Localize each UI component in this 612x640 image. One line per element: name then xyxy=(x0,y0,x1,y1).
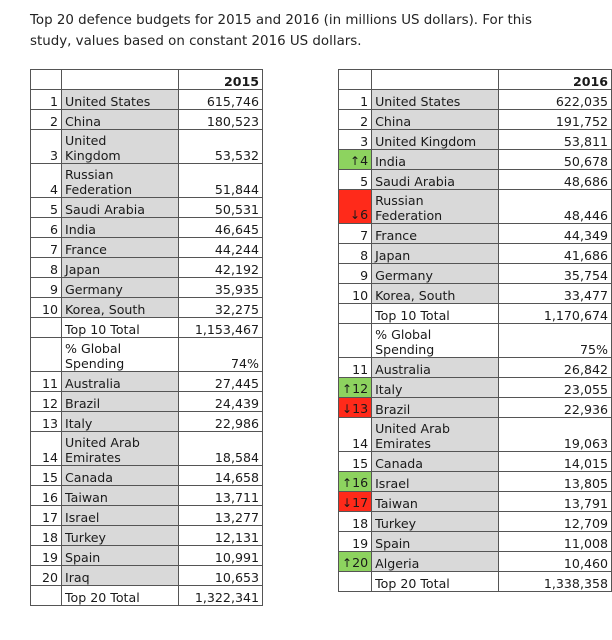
top20-total-row xyxy=(339,572,612,592)
country-cell xyxy=(372,190,499,224)
table-row xyxy=(31,258,263,278)
rank-cell xyxy=(339,398,372,418)
country-name-line: Australia xyxy=(65,376,121,391)
rank-number: 16 xyxy=(41,490,58,505)
rank-number: 12 xyxy=(352,381,369,396)
rank-cell xyxy=(339,284,372,304)
global-spending-row xyxy=(339,324,612,358)
country-name-line: Federation xyxy=(65,182,133,197)
blank-cell xyxy=(339,324,372,358)
rank-cell xyxy=(339,358,372,378)
country-cell xyxy=(372,90,499,110)
country-cell xyxy=(62,412,179,432)
top10-total-row xyxy=(339,304,612,324)
value-cell: 51,844 xyxy=(179,164,263,198)
country-cell xyxy=(372,532,499,552)
rank-number: 6 xyxy=(49,222,58,237)
table-row xyxy=(339,284,612,304)
country-name-line: Japan xyxy=(375,248,411,263)
rank-number: 11 xyxy=(352,362,369,377)
country-cell xyxy=(372,150,499,170)
value-cell: 53,811 xyxy=(498,130,611,150)
global-spending-label-line: Spending xyxy=(65,356,125,371)
country-cell xyxy=(372,170,499,190)
country-cell xyxy=(372,358,499,378)
rank-number: 20 xyxy=(41,570,58,585)
country-name-line: Saudi Arabia xyxy=(65,202,145,217)
rank-number: 8 xyxy=(49,262,58,277)
value-cell: 26,842 xyxy=(498,358,611,378)
country-cell xyxy=(372,452,499,472)
rank-number: 15 xyxy=(352,456,369,471)
value-cell: 50,531 xyxy=(179,198,263,218)
rank-cell xyxy=(339,264,372,284)
value-cell: 13,805 xyxy=(498,472,611,492)
country-name-line: India xyxy=(65,222,96,237)
rank-number: 1 xyxy=(49,94,58,109)
value-cell: 10,653 xyxy=(179,566,263,586)
rank-cell xyxy=(31,526,62,546)
top10-total-row xyxy=(31,318,263,338)
country-cell xyxy=(62,526,179,546)
country-cell xyxy=(372,130,499,150)
rank-cell xyxy=(31,546,62,566)
country-cell xyxy=(62,372,179,392)
caption xyxy=(30,10,600,52)
value-cell: 13,711 xyxy=(179,486,263,506)
country-name-line: Spain xyxy=(375,536,411,551)
rank-number: 7 xyxy=(49,242,58,257)
country-name-line: Brazil xyxy=(65,396,101,411)
value-cell: 44,244 xyxy=(179,238,263,258)
country-name-line: Germany xyxy=(375,268,433,283)
arrow-up-icon: ↑ xyxy=(342,476,353,490)
table-row xyxy=(31,486,263,506)
table-row xyxy=(31,90,263,110)
rank-cell xyxy=(31,466,62,486)
table-row xyxy=(339,378,612,398)
country-cell xyxy=(372,512,499,532)
blank-cell xyxy=(31,318,62,338)
rank-number: 2 xyxy=(49,114,58,129)
rank-cell xyxy=(339,552,372,572)
rank-number: 18 xyxy=(352,516,369,531)
country-name-line: Iraq xyxy=(65,570,90,585)
value-cell: 14,658 xyxy=(179,466,263,486)
value-cell: 33,477 xyxy=(498,284,611,304)
country-cell xyxy=(372,552,499,572)
value-cell: 10,991 xyxy=(179,546,263,566)
rank-cell xyxy=(339,90,372,110)
top20-total-label: Top 20 Total xyxy=(62,586,179,606)
value-cell: 27,445 xyxy=(179,372,263,392)
rank-cell xyxy=(31,432,62,466)
country-name-line: Russian xyxy=(375,193,424,208)
rank-cell xyxy=(31,90,62,110)
table-row xyxy=(339,150,612,170)
country-cell xyxy=(372,264,499,284)
country-cell xyxy=(372,378,499,398)
value-cell: 615,746 xyxy=(179,90,263,110)
rank-cell xyxy=(31,238,62,258)
country-name-line: Israel xyxy=(375,476,410,491)
top10-total-value: 1,153,467 xyxy=(179,318,263,338)
country-name-line: United Kingdom xyxy=(375,134,477,149)
rank-number: 19 xyxy=(352,536,369,551)
blank-cell xyxy=(339,304,372,324)
budget-table-2015 xyxy=(30,69,263,606)
rank-cell xyxy=(339,452,372,472)
rank-number: 11 xyxy=(41,376,58,391)
rank-number: 10 xyxy=(352,288,369,303)
country-cell xyxy=(62,432,179,466)
top20-total-value: 1,338,358 xyxy=(498,572,611,592)
country-cell xyxy=(62,392,179,412)
country-name-line: United States xyxy=(65,94,151,109)
rank-number: 4 xyxy=(360,153,369,168)
rank-number: 17 xyxy=(41,510,58,525)
country-cell xyxy=(62,110,179,130)
country-cell xyxy=(62,218,179,238)
rank-cell xyxy=(31,278,62,298)
country-name-line: Italy xyxy=(375,382,403,397)
top20-total-label: Top 20 Total xyxy=(372,572,499,592)
year-header: 2015 xyxy=(179,70,263,90)
rank-number: 15 xyxy=(41,470,58,485)
table-row xyxy=(339,170,612,190)
blank-cell xyxy=(31,586,62,606)
table-row xyxy=(339,418,612,452)
rank-number: 2 xyxy=(360,114,369,129)
country-name-line: United xyxy=(65,133,107,148)
arrow-down-icon: ↓ xyxy=(350,208,361,222)
rank-cell xyxy=(31,392,62,412)
rank-number: 16 xyxy=(352,475,369,490)
country-name-line: Emirates xyxy=(65,450,121,465)
table-row xyxy=(339,110,612,130)
rank-number: 10 xyxy=(41,302,58,317)
budget-table-2016 xyxy=(338,69,612,592)
country-name-line: Israel xyxy=(65,510,100,525)
top20-total-value: 1,322,341 xyxy=(179,586,263,606)
arrow-up-icon: ↑ xyxy=(350,154,361,168)
rank-number: 18 xyxy=(41,530,58,545)
country-name-line: United Arab xyxy=(375,421,450,436)
country-name-line: Italy xyxy=(65,416,93,431)
value-cell: 44,349 xyxy=(498,224,611,244)
rank-cell xyxy=(31,164,62,198)
value-cell: 13,791 xyxy=(498,492,611,512)
global-spending-value: 75% xyxy=(498,324,611,358)
rank-number: 20 xyxy=(352,555,369,570)
header-blank xyxy=(62,70,179,90)
rank-cell xyxy=(31,566,62,586)
rank-cell xyxy=(339,110,372,130)
country-name-line: Saudi Arabia xyxy=(375,174,456,189)
country-cell xyxy=(372,472,499,492)
table-row xyxy=(31,372,263,392)
table-row xyxy=(31,130,263,164)
rank-cell xyxy=(339,418,372,452)
value-cell: 42,192 xyxy=(179,258,263,278)
rank-number: 13 xyxy=(41,416,58,431)
country-name-line: France xyxy=(65,242,107,257)
rank-number: 5 xyxy=(49,202,58,217)
country-cell xyxy=(62,258,179,278)
table-row xyxy=(31,506,263,526)
country-name-line: China xyxy=(375,114,412,129)
table-row xyxy=(31,218,263,238)
value-cell: 622,035 xyxy=(498,90,611,110)
country-cell xyxy=(62,298,179,318)
table-row xyxy=(339,90,612,110)
value-cell: 18,584 xyxy=(179,432,263,466)
table-row xyxy=(31,566,263,586)
country-name-line: Germany xyxy=(65,282,123,297)
value-cell: 35,935 xyxy=(179,278,263,298)
table-row xyxy=(31,526,263,546)
value-cell: 53,532 xyxy=(179,130,263,164)
header-blank xyxy=(339,70,372,90)
global-spending-row xyxy=(31,338,263,372)
rank-number: 13 xyxy=(352,401,369,416)
country-name-line: United Arab xyxy=(65,435,140,450)
table-row xyxy=(31,198,263,218)
rank-cell xyxy=(339,224,372,244)
country-name-line: Korea, South xyxy=(65,302,146,317)
arrow-up-icon: ↑ xyxy=(342,556,353,570)
rank-cell xyxy=(31,486,62,506)
value-cell: 50,678 xyxy=(498,150,611,170)
rank-number: 12 xyxy=(41,396,58,411)
country-name-line: Korea, South xyxy=(375,288,456,303)
rank-number: 9 xyxy=(360,268,369,283)
country-cell xyxy=(62,90,179,110)
rank-cell xyxy=(339,472,372,492)
rank-cell xyxy=(339,492,372,512)
rank-number: 8 xyxy=(360,248,369,263)
table-row xyxy=(339,398,612,418)
blank-cell xyxy=(31,338,62,372)
value-cell: 46,645 xyxy=(179,218,263,238)
table-row xyxy=(31,278,263,298)
rank-cell xyxy=(31,372,62,392)
global-spending-label-line: Spending xyxy=(375,342,435,357)
country-cell xyxy=(62,546,179,566)
top10-total-label: Top 10 Total xyxy=(372,304,499,324)
table-row xyxy=(31,392,263,412)
country-name-line: Federation xyxy=(375,208,443,223)
caption-line-1: Top 20 defence budgets for 2015 and 2016 (in millions US dollars). For this xyxy=(30,13,532,28)
country-cell xyxy=(372,418,499,452)
rank-cell xyxy=(31,412,62,432)
header-blank xyxy=(31,70,62,90)
rank-number: 5 xyxy=(360,174,369,189)
rank-number: 19 xyxy=(41,550,58,565)
rank-cell xyxy=(31,506,62,526)
header-row xyxy=(339,70,612,90)
country-name-line: Taiwan xyxy=(375,496,418,511)
country-name-line: Turkey xyxy=(375,516,417,531)
global-spending-label-line: % Global xyxy=(65,341,122,356)
rank-number: 1 xyxy=(360,94,369,109)
country-name-line: Canada xyxy=(375,456,424,471)
table-row xyxy=(339,358,612,378)
table-row xyxy=(31,412,263,432)
arrow-down-icon: ↓ xyxy=(342,402,353,416)
rank-cell xyxy=(339,244,372,264)
rank-cell xyxy=(339,512,372,532)
country-cell xyxy=(62,130,179,164)
global-spending-value: 74% xyxy=(179,338,263,372)
value-cell: 191,752 xyxy=(498,110,611,130)
value-cell: 10,460 xyxy=(498,552,611,572)
rank-number: 3 xyxy=(360,134,369,149)
rank-number: 4 xyxy=(49,182,58,197)
value-cell: 32,275 xyxy=(179,298,263,318)
rank-number: 14 xyxy=(352,436,369,451)
country-name-line: Japan xyxy=(65,262,101,277)
value-cell: 24,439 xyxy=(179,392,263,412)
value-cell: 48,686 xyxy=(498,170,611,190)
rank-number: 17 xyxy=(352,495,369,510)
table-row xyxy=(31,110,263,130)
country-name-line: Australia xyxy=(375,362,431,377)
rank-cell xyxy=(339,170,372,190)
value-cell: 23,055 xyxy=(498,378,611,398)
value-cell: 12,709 xyxy=(498,512,611,532)
country-name-line: Brazil xyxy=(375,402,411,417)
table-row xyxy=(31,546,263,566)
country-cell xyxy=(62,278,179,298)
table-row xyxy=(31,238,263,258)
table-row xyxy=(339,552,612,572)
value-cell: 22,936 xyxy=(498,398,611,418)
rank-number: 3 xyxy=(49,148,58,163)
top20-total-row xyxy=(31,586,263,606)
table-row xyxy=(339,130,612,150)
country-name-line: Emirates xyxy=(375,436,431,451)
value-cell: 11,008 xyxy=(498,532,611,552)
country-cell xyxy=(62,164,179,198)
table-row xyxy=(339,452,612,472)
rank-number: 6 xyxy=(360,207,369,222)
rank-number: 7 xyxy=(360,228,369,243)
arrow-up-icon: ↑ xyxy=(342,382,353,396)
rank-number: 14 xyxy=(41,450,58,465)
country-cell xyxy=(62,486,179,506)
rank-cell xyxy=(31,298,62,318)
global-spending-label-line: % Global xyxy=(375,327,432,342)
value-cell: 13,277 xyxy=(179,506,263,526)
caption-line-2: study, values based on constant 2016 US dollars. xyxy=(30,34,362,49)
country-name-line: Taiwan xyxy=(65,490,108,505)
rank-cell xyxy=(339,532,372,552)
rank-number: 9 xyxy=(49,282,58,297)
table-row xyxy=(31,298,263,318)
arrow-down-icon: ↓ xyxy=(342,496,353,510)
country-cell xyxy=(62,198,179,218)
table-row xyxy=(31,432,263,466)
value-cell: 12,131 xyxy=(179,526,263,546)
table-row xyxy=(339,264,612,284)
country-cell xyxy=(372,398,499,418)
table-row xyxy=(339,512,612,532)
table-row xyxy=(339,472,612,492)
rank-cell xyxy=(339,130,372,150)
country-name-line: Russian xyxy=(65,167,114,182)
country-cell xyxy=(62,466,179,486)
country-name-line: Spain xyxy=(65,550,101,565)
country-name-line: Canada xyxy=(65,470,113,485)
value-cell: 48,446 xyxy=(498,190,611,224)
global-spending-label xyxy=(62,338,179,372)
rank-cell xyxy=(31,218,62,238)
country-name-line: Turkey xyxy=(65,530,106,545)
top10-total-value: 1,170,674 xyxy=(498,304,611,324)
top10-total-label: Top 10 Total xyxy=(62,318,179,338)
value-cell: 180,523 xyxy=(179,110,263,130)
country-name-line: Algeria xyxy=(375,556,420,571)
value-cell: 19,063 xyxy=(498,418,611,452)
country-cell xyxy=(62,506,179,526)
country-cell xyxy=(372,492,499,512)
global-spending-label xyxy=(372,324,499,358)
value-cell: 41,686 xyxy=(498,244,611,264)
header-row xyxy=(31,70,263,90)
country-cell xyxy=(62,566,179,586)
country-cell xyxy=(372,110,499,130)
country-cell xyxy=(62,238,179,258)
header-blank xyxy=(372,70,499,90)
table-row xyxy=(339,532,612,552)
country-name-line: France xyxy=(375,228,417,243)
table-row xyxy=(339,190,612,224)
table-row xyxy=(339,492,612,512)
country-name-line: United States xyxy=(375,94,461,109)
value-cell: 35,754 xyxy=(498,264,611,284)
rank-cell xyxy=(31,258,62,278)
blank-cell xyxy=(339,572,372,592)
rank-cell xyxy=(339,150,372,170)
rank-cell xyxy=(31,110,62,130)
table-row xyxy=(31,164,263,198)
country-name-line: China xyxy=(65,114,101,129)
table-row xyxy=(339,224,612,244)
rank-cell xyxy=(339,378,372,398)
table-row xyxy=(339,244,612,264)
table-row xyxy=(31,466,263,486)
country-name-line: India xyxy=(375,154,407,169)
country-cell xyxy=(372,244,499,264)
year-header: 2016 xyxy=(498,70,611,90)
country-cell xyxy=(372,224,499,244)
value-cell: 14,015 xyxy=(498,452,611,472)
rank-cell xyxy=(31,198,62,218)
rank-cell xyxy=(31,130,62,164)
value-cell: 22,986 xyxy=(179,412,263,432)
country-cell xyxy=(372,284,499,304)
country-name-line: Kingdom xyxy=(65,148,121,163)
rank-cell xyxy=(339,190,372,224)
